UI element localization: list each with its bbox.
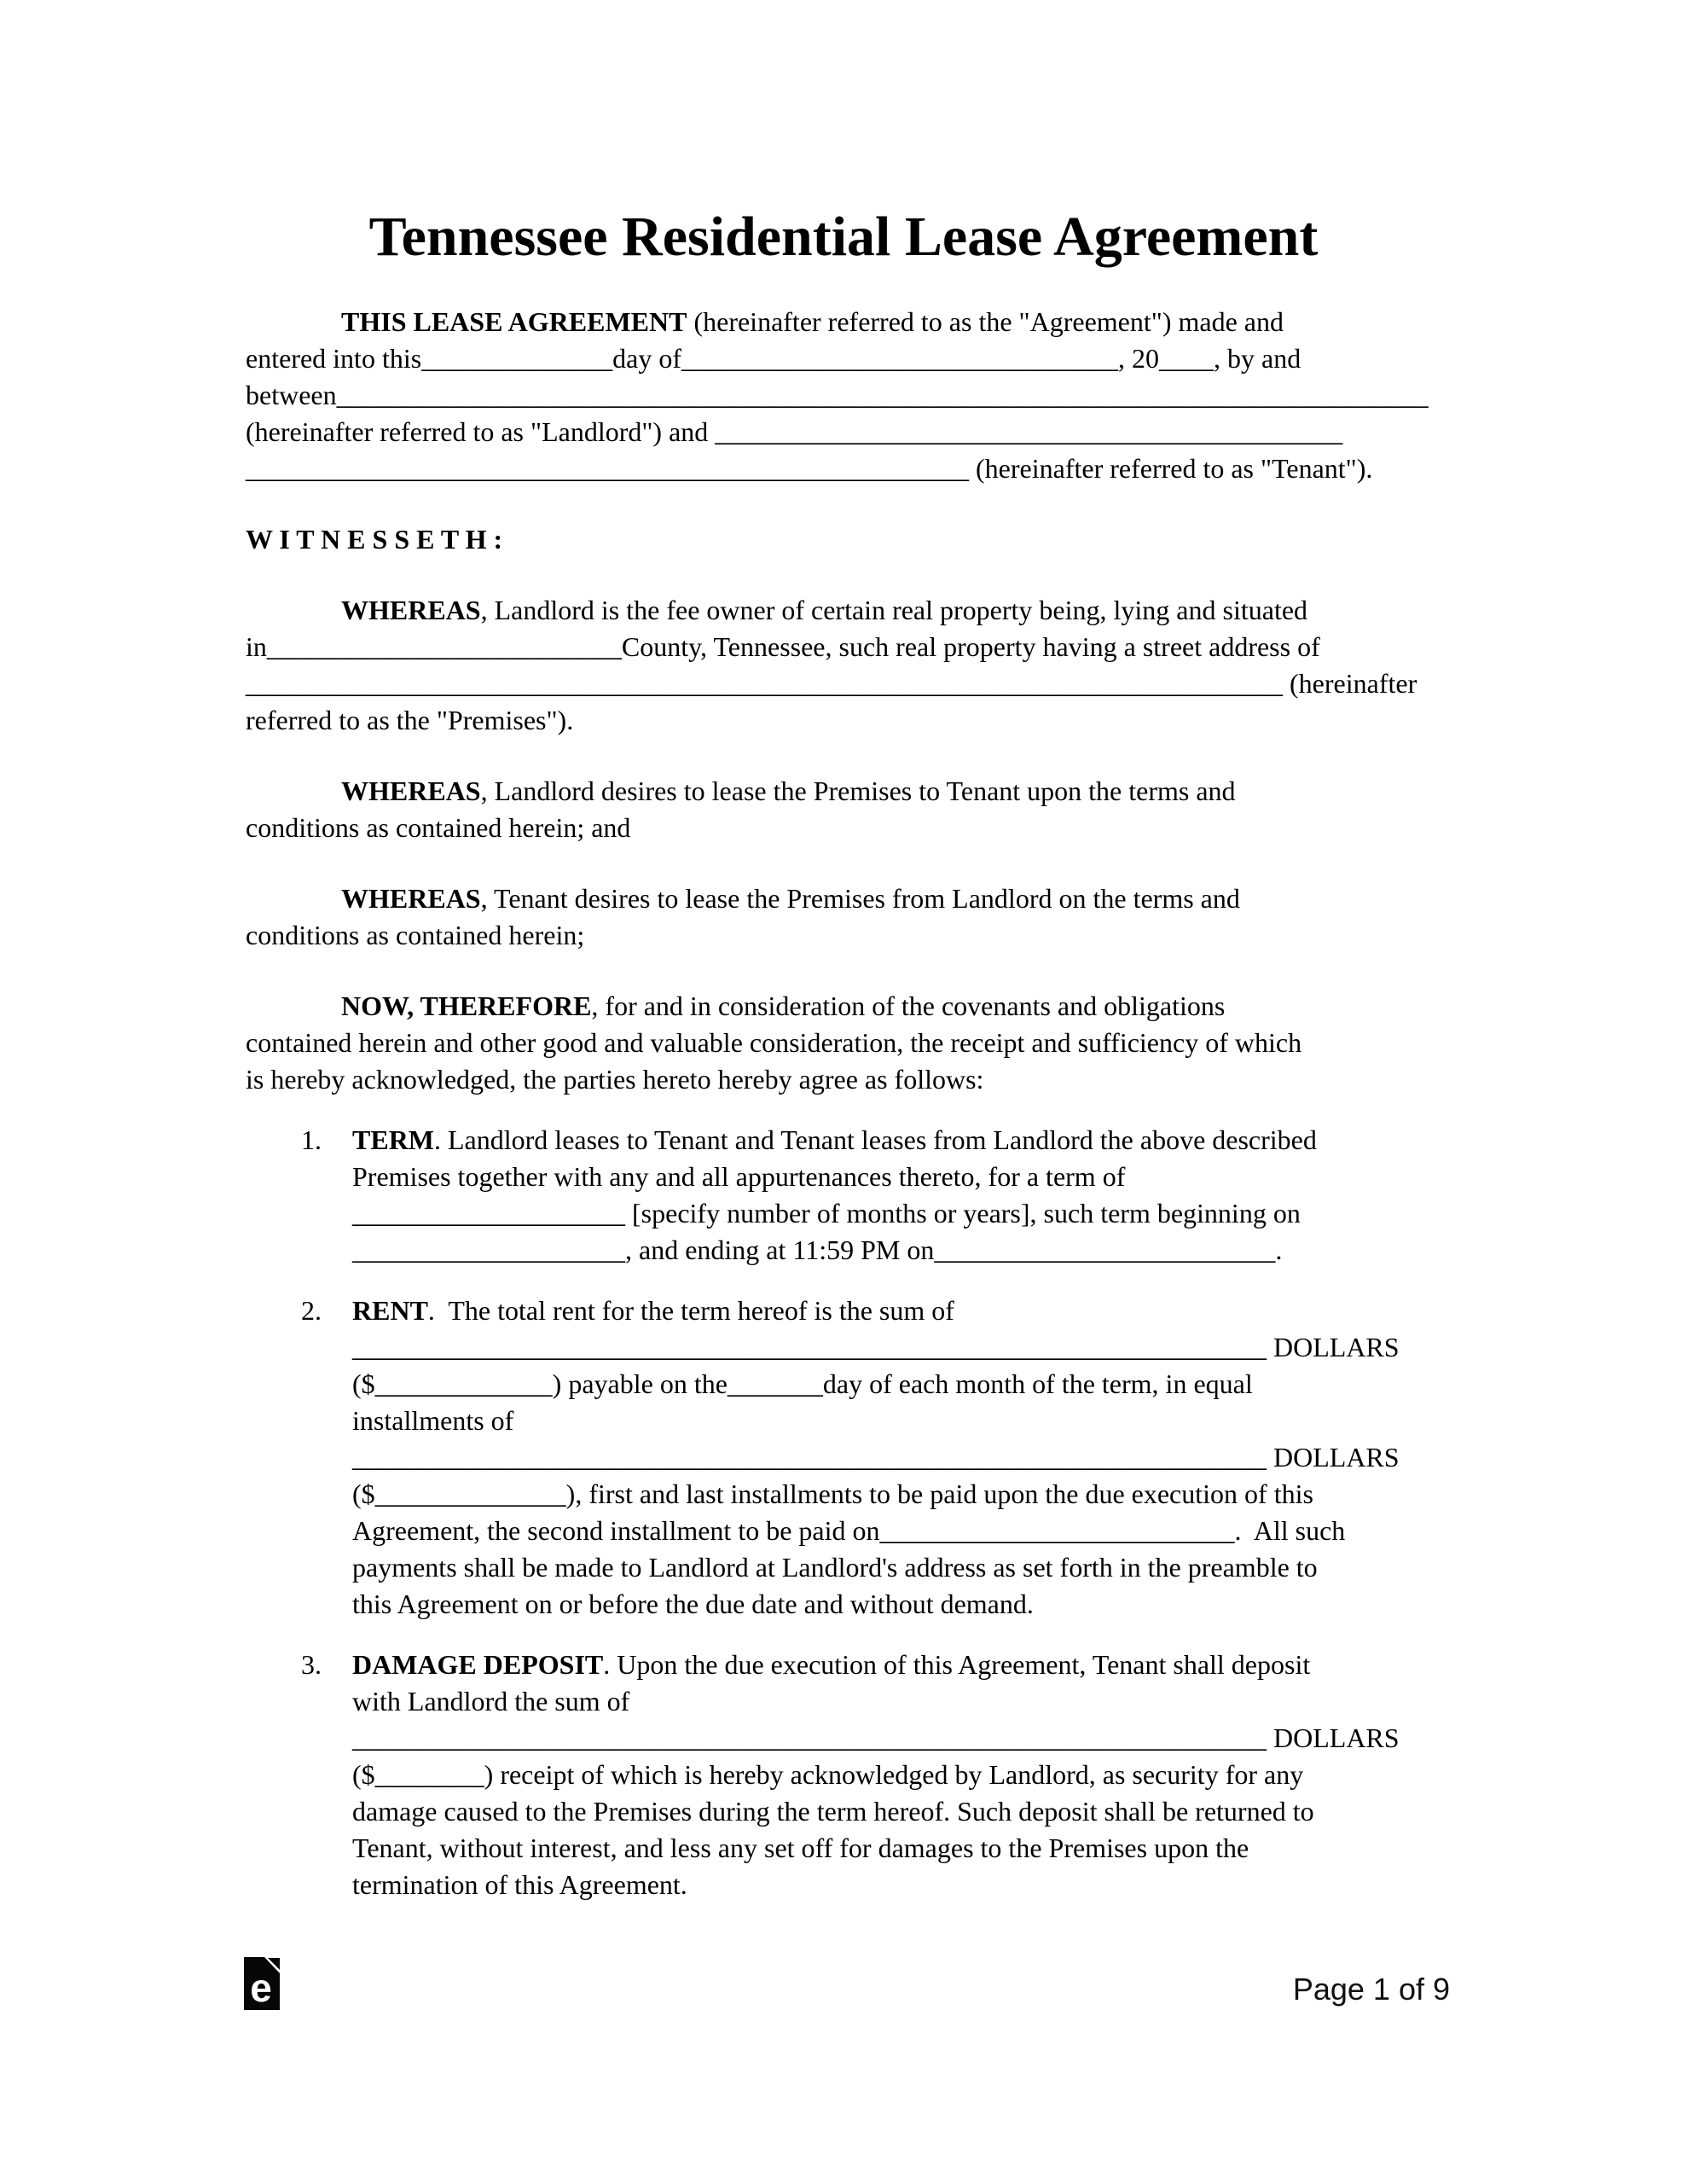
text-line	[352, 1159, 1441, 1195]
text-line	[246, 1061, 1441, 1098]
text-run: payments shall be made to Landlord at Landlord's address as set forth in the preamble to	[352, 1552, 1318, 1583]
paragraph	[246, 304, 1441, 487]
paragraph	[246, 988, 1441, 1098]
list-item-number: 3.	[301, 1649, 322, 1680]
list-item	[246, 1122, 1441, 1269]
text-run: entered into this	[246, 343, 422, 374]
text-run: referred to as the "Premises").	[246, 705, 574, 735]
list-item-content	[352, 1292, 1441, 1623]
text-line	[352, 1757, 1441, 1793]
text-run: , for and in consideration of the covenants and obligations	[591, 990, 1226, 1021]
text-run: termination of this Agreement.	[352, 1869, 687, 1900]
text-line	[352, 1476, 1441, 1513]
text-run: ($	[352, 1478, 375, 1509]
blank-field: ______________________________________________	[715, 416, 1343, 447]
text-run: Premises together with any and all appurtenances thereto, for a term of	[352, 1161, 1126, 1192]
text-line	[246, 450, 1441, 487]
text-line	[352, 1195, 1441, 1232]
text-line	[352, 1683, 1441, 1720]
blank-field: ___________________________________________________________________	[352, 1722, 1267, 1753]
document-body	[246, 304, 1441, 1903]
blank-field: __________________________	[266, 631, 622, 662]
text-run: contained herein and other good and valuable consideration, the receipt and sufficiency of which	[246, 1027, 1302, 1058]
bold-text: WHEREAS	[341, 595, 481, 625]
list-item-content	[352, 1122, 1441, 1269]
text-run: in	[246, 631, 267, 662]
blank-field: ________________________________________________________________________________	[336, 380, 1429, 410]
text-line	[246, 880, 1441, 917]
text-line	[352, 1403, 1441, 1439]
text-line	[352, 1830, 1441, 1867]
text-run: day of	[612, 343, 682, 374]
text-line	[352, 1647, 1441, 1683]
text-run: . The total rent for the term hereof is the sum of	[427, 1295, 954, 1326]
bold-text: NOW, THEREFORE	[341, 990, 592, 1021]
text-line	[352, 1867, 1441, 1903]
paragraph	[246, 773, 1441, 846]
logo-letter: e	[250, 1966, 272, 2010]
text-run: DOLLARS	[1267, 1722, 1400, 1753]
text-run: ) receipt of which is hereby acknowledged by Landlord, as security for any	[484, 1759, 1304, 1790]
text-line	[246, 988, 1441, 1025]
text-line	[352, 1329, 1441, 1366]
text-line	[246, 810, 1441, 846]
text-line	[246, 340, 1441, 377]
bold-text: RENT	[352, 1295, 428, 1326]
bold-text: TERM	[352, 1124, 434, 1155]
text-line	[352, 1720, 1441, 1757]
text-run: installments of	[352, 1405, 514, 1436]
blank-field: ____________________	[352, 1234, 625, 1265]
blank-field: ______________	[374, 1478, 566, 1509]
text-run: . All such	[1234, 1515, 1346, 1546]
text-line	[246, 917, 1441, 954]
text-line	[246, 773, 1441, 810]
list-item	[246, 1292, 1441, 1623]
text-run: DOLLARS	[1267, 1332, 1400, 1362]
text-run: (hereinafter referred to as "Tenant").	[969, 453, 1373, 484]
blank-field: _________________________	[934, 1234, 1276, 1265]
text-line	[246, 1025, 1441, 1061]
text-run: ($	[352, 1759, 375, 1790]
bold-text: THIS LEASE AGREEMENT	[341, 306, 687, 337]
blank-field: ____________________________________________________________________________	[246, 668, 1283, 699]
blank-field: ___________________________________________________________________	[352, 1442, 1267, 1472]
text-run: Agreement, the second installment to be paid on	[352, 1515, 880, 1546]
list-item-number: 1.	[301, 1124, 322, 1155]
blank-field: __________________________	[879, 1515, 1235, 1546]
paragraph	[246, 521, 1441, 558]
text-run: is hereby acknowledged, the parties hereto hereby agree as follows:	[246, 1064, 984, 1095]
text-line	[352, 1232, 1441, 1269]
text-line	[246, 665, 1441, 702]
text-run: .	[1275, 1234, 1283, 1265]
text-line	[352, 1439, 1441, 1476]
list-item-number: 2.	[301, 1295, 322, 1326]
text-run: , Tenant desires to lease the Premises from Landlord on the terms and	[480, 883, 1240, 914]
bold-text: WHEREAS	[341, 775, 481, 806]
bold-text: W I T N E S S E T H :	[246, 524, 503, 555]
text-run: DOLLARS	[1267, 1442, 1400, 1472]
blank-field: ____________________	[352, 1198, 625, 1228]
text-run: , by and	[1214, 343, 1301, 374]
document-title: Tennessee Residential Lease Agreement	[368, 206, 1319, 268]
text-line	[352, 1793, 1441, 1830]
text-line	[352, 1366, 1441, 1403]
text-line	[246, 304, 1441, 340]
list-item-content	[352, 1647, 1441, 1903]
text-run: conditions as contained herein; and	[246, 812, 631, 843]
text-line	[246, 377, 1441, 414]
text-run: this Agreement on or before the due date and without demand.	[352, 1589, 1034, 1619]
text-line	[352, 1549, 1441, 1586]
text-line	[352, 1122, 1441, 1159]
blank-field: ________	[374, 1759, 484, 1790]
paragraph	[246, 880, 1441, 954]
text-run: . Upon the due execution of this Agreement, Tenant shall deposit	[603, 1649, 1311, 1680]
text-run: (hereinafter	[1283, 668, 1417, 699]
text-line	[246, 592, 1441, 629]
blank-field: ________________________________	[681, 343, 1119, 374]
text-run: damage caused to the Premises during the term hereof. Such deposit shall be returned to	[352, 1796, 1314, 1827]
paragraph	[246, 592, 1441, 739]
text-run: ), first and last installments to be paid upon the due execution of this	[565, 1478, 1313, 1509]
eforms-logo-icon	[244, 1957, 280, 2010]
text-run: Tenant, without interest, and less any set off for damages to the Premises upon the	[352, 1833, 1249, 1863]
bold-text: WHEREAS	[341, 883, 481, 914]
text-line	[352, 1586, 1441, 1623]
text-run: (hereinafter referred to as the "Agreement") made and	[687, 306, 1284, 337]
blank-field: _____________________________________________________	[246, 453, 969, 484]
text-run: day of each month of the term, in equal	[822, 1368, 1253, 1399]
text-line	[246, 521, 1441, 558]
text-line	[246, 629, 1441, 665]
text-run: , Landlord desires to lease the Premises to Tenant upon the terms and	[480, 775, 1236, 806]
blank-field: _____________	[374, 1368, 553, 1399]
text-line	[246, 702, 1441, 739]
text-run: between	[246, 380, 337, 410]
blank-field: ____	[1159, 343, 1215, 374]
text-run: conditions as contained herein;	[246, 920, 585, 950]
blank-field: ___________________________________________________________________	[352, 1332, 1267, 1362]
text-run: , Landlord is the fee owner of certain real property being, lying and situated	[480, 595, 1308, 625]
text-run: . Landlord leases to Tenant and Tenant leases from Landlord the above described	[434, 1124, 1317, 1155]
text-line	[352, 1292, 1441, 1329]
page-number: Page 1 of 9	[1292, 1972, 1450, 2007]
blank-field: ______________	[421, 343, 613, 374]
text-run: (hereinafter referred to as "Landlord") and	[246, 416, 716, 447]
blank-field: _______	[727, 1368, 823, 1399]
text-run: , and ending at 11:59 PM on	[625, 1234, 935, 1265]
text-run: ) payable on the	[552, 1368, 728, 1399]
list-item	[246, 1647, 1441, 1903]
bold-text: DAMAGE DEPOSIT	[352, 1649, 604, 1680]
text-line	[352, 1513, 1441, 1549]
text-line	[246, 414, 1441, 450]
text-run: , 20	[1118, 343, 1160, 374]
text-run: [specify number of months or years], such term beginning on	[625, 1198, 1301, 1228]
text-run: with Landlord the sum of	[352, 1686, 630, 1716]
text-run: County, Tennessee, such real property having a street address of	[621, 631, 1320, 662]
text-run: ($	[352, 1368, 375, 1399]
